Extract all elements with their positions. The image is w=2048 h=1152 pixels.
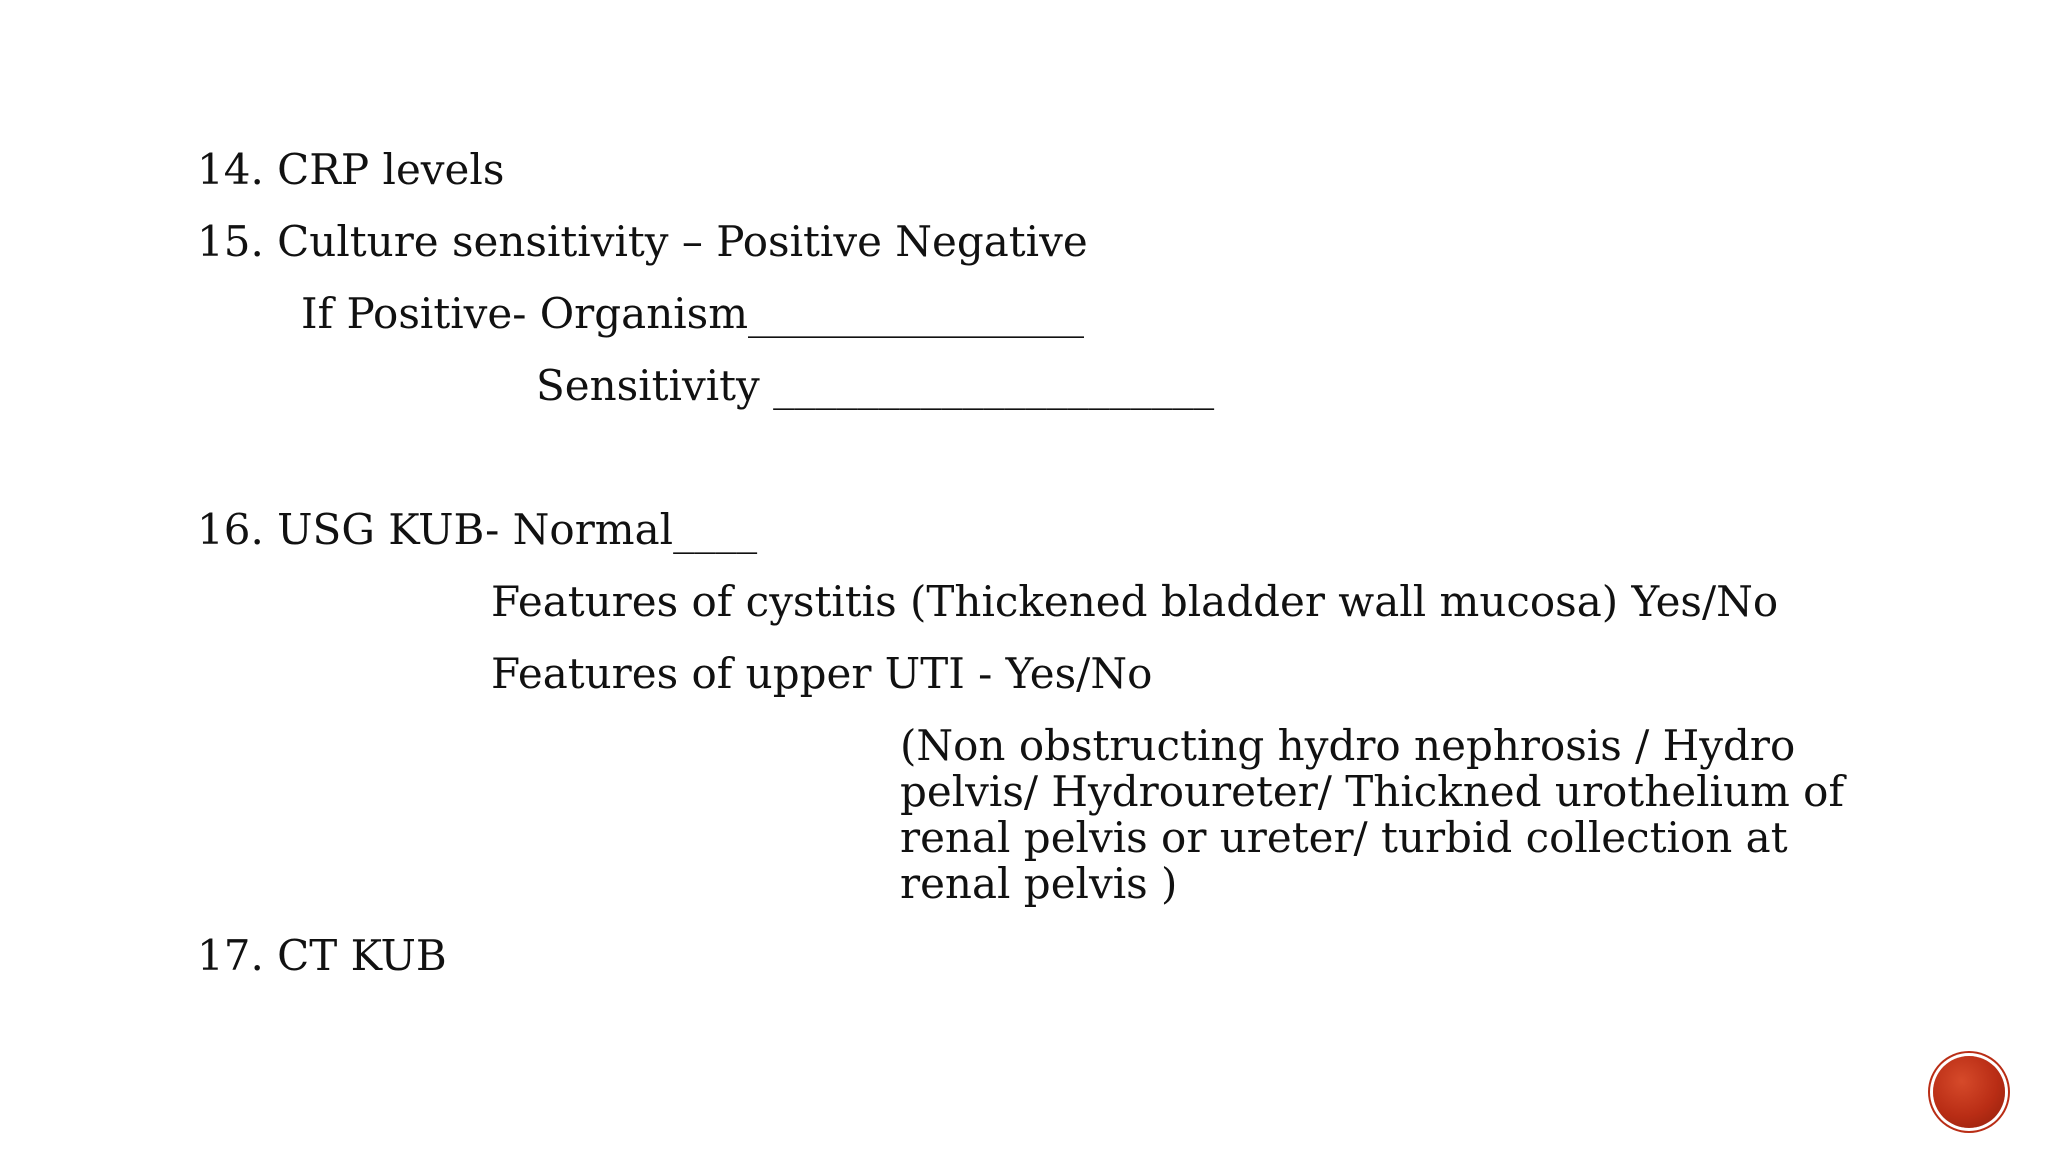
item-usg-kub: 16. USG KUB- Normal____ bbox=[197, 505, 758, 554]
item-ct-kub: 17. CT KUB bbox=[197, 931, 447, 980]
usg-cystitis-line: Features of cystitis (Thickened bladder wall mucosa) Yes/No bbox=[491, 577, 1779, 626]
usg-upper-uti-line: Features of upper UTI - Yes/No bbox=[491, 649, 1153, 698]
culture-sensitivity-line: Sensitivity _____________________ bbox=[536, 361, 1215, 410]
culture-organism-line: If Positive- Organism________________ bbox=[301, 289, 1085, 338]
slide-nav-button[interactable] bbox=[1933, 1056, 2005, 1128]
usg-upper-uti-detail: (Non obstructing hydro nephrosis / Hydro pelvis/ Hydroureter/ Thickned urothelium of renal pelvis or ureter/ turbid collection at renal pelvis ) bbox=[900, 721, 1845, 908]
item-crp-levels: 14. CRP levels bbox=[197, 145, 505, 194]
item-culture-sensitivity: 15. Culture sensitivity – Positive Negative bbox=[197, 217, 1088, 266]
